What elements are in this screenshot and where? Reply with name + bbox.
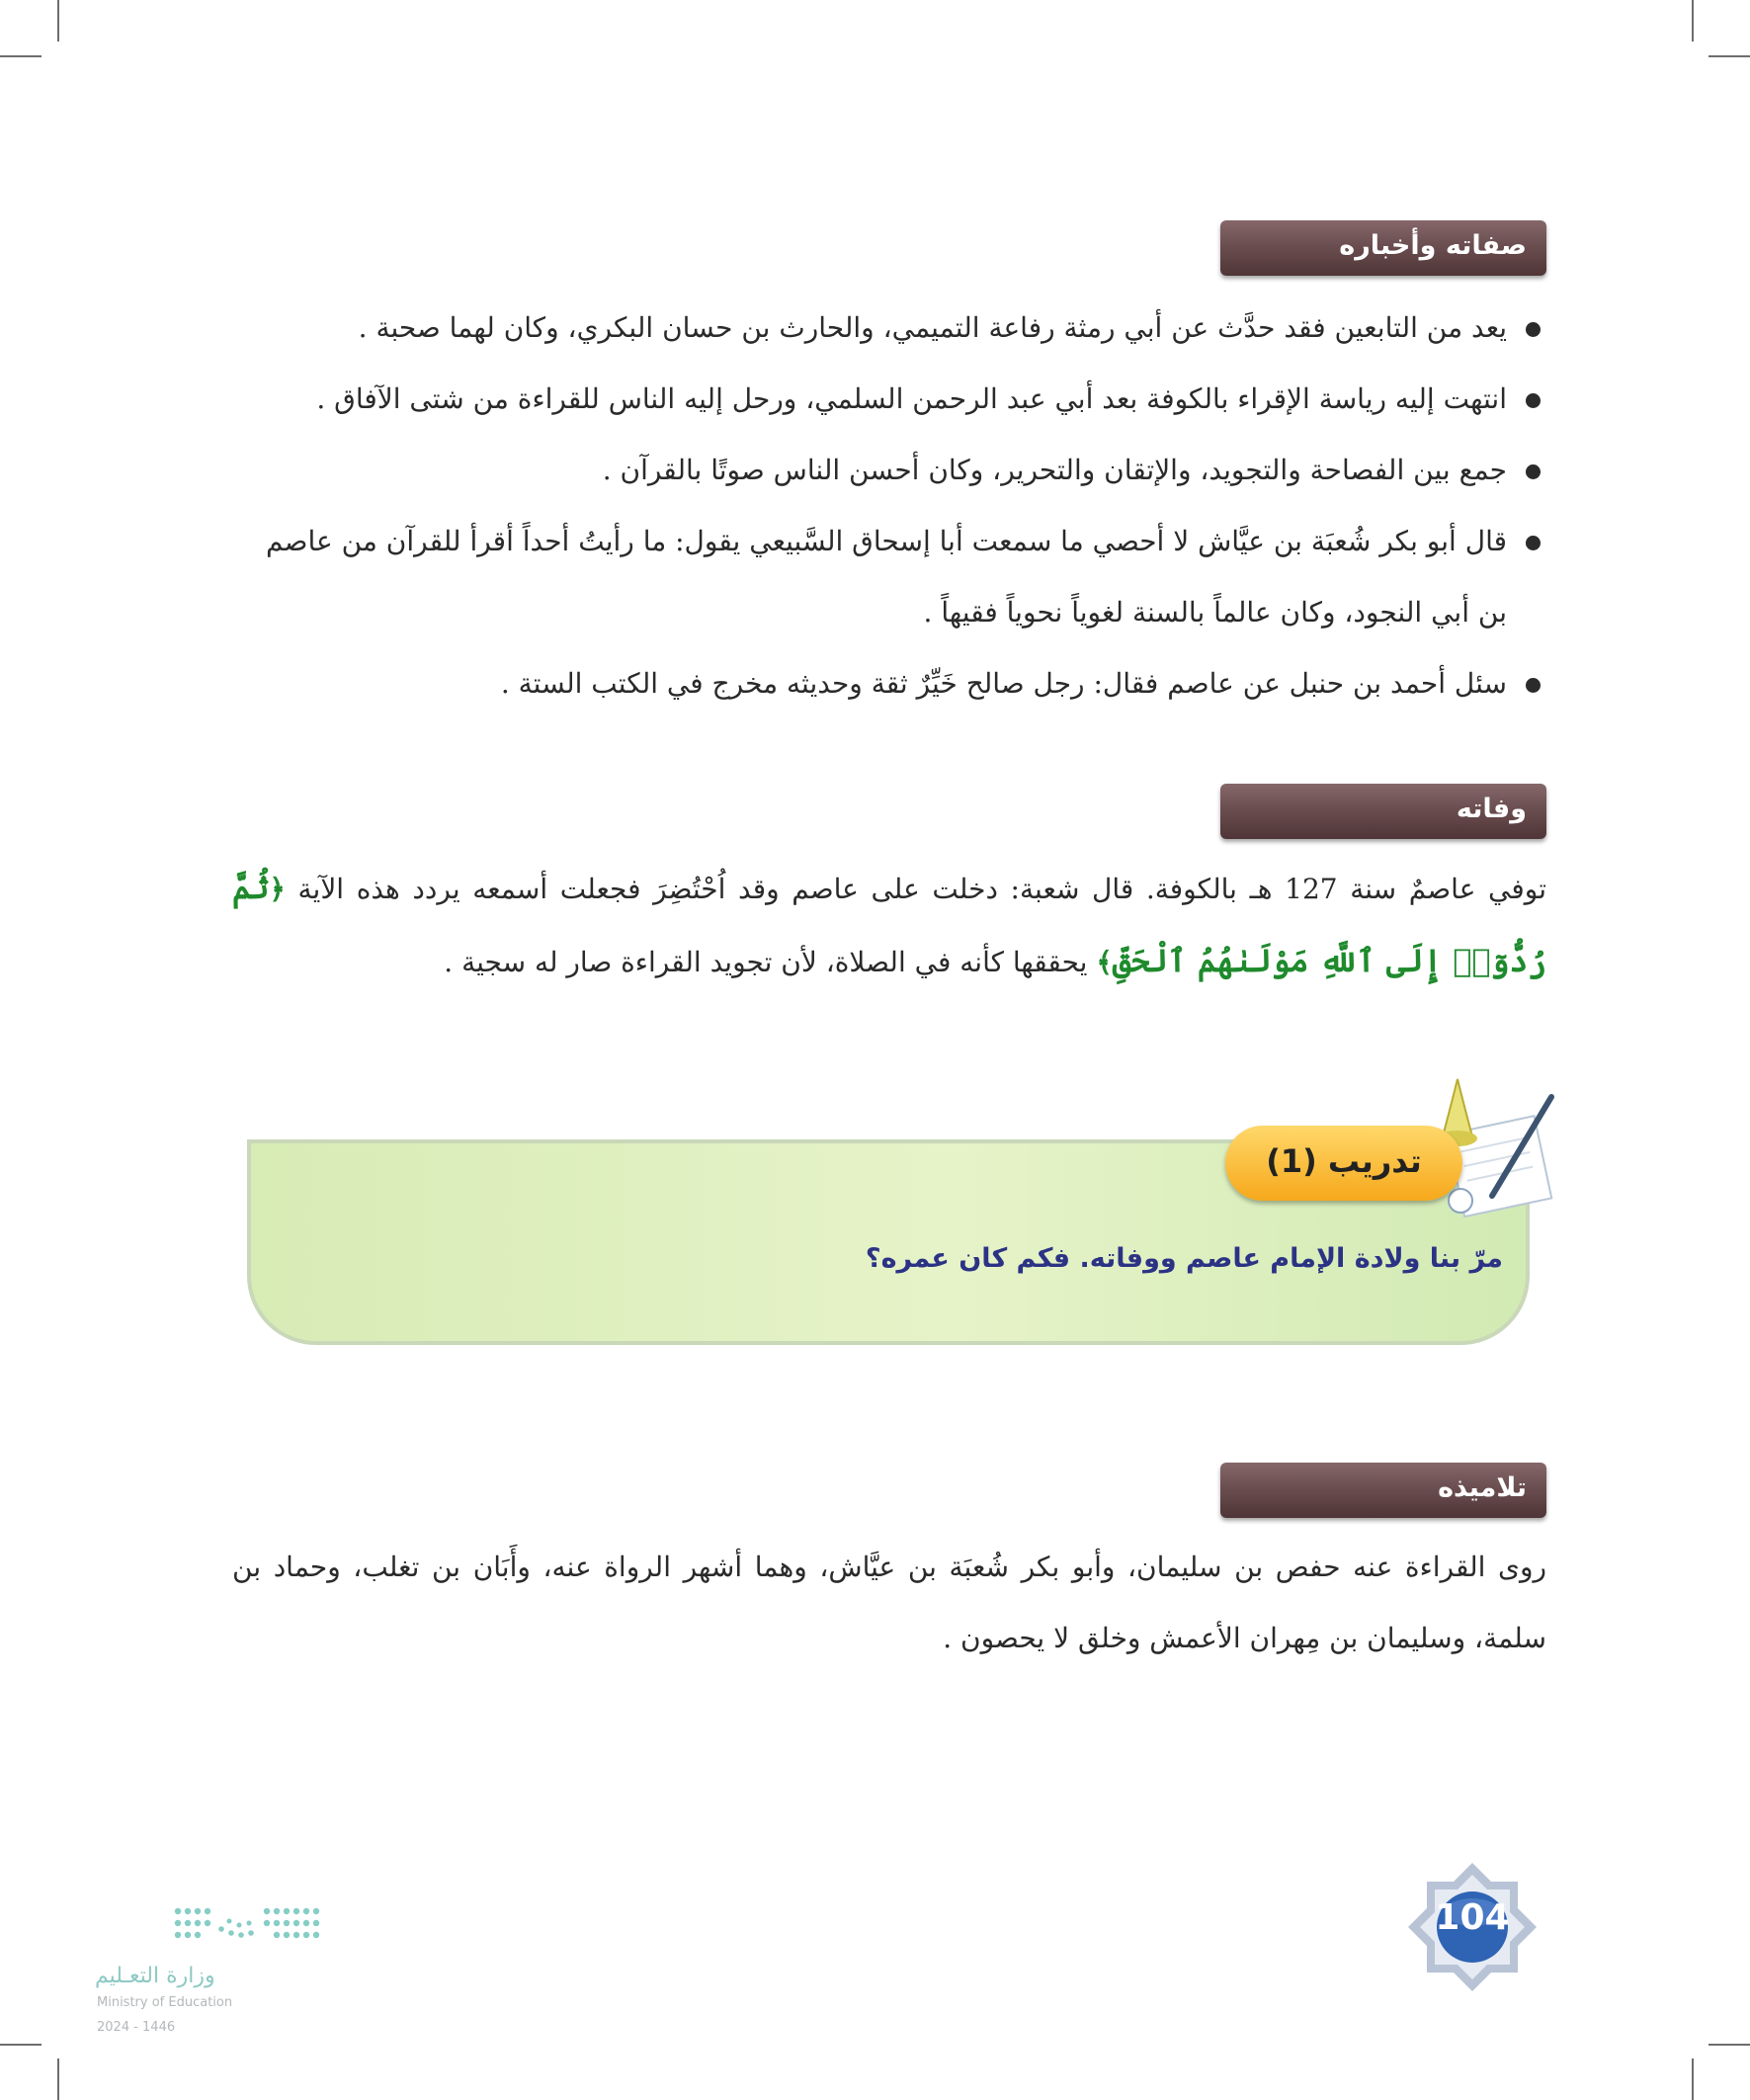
verse-bracket-open: ﴿ — [269, 873, 286, 905]
ministry-name-english: Ministry of Education — [97, 1995, 233, 2010]
section-heading-students: تلاميذه — [1220, 1463, 1546, 1518]
bullet-icon — [1526, 536, 1541, 550]
list-item: جمع بين الفصاحة والتجويد، والإتقان والتحرير، وكان أحسن الناس صوتًا بالقرآن . — [232, 435, 1546, 506]
crop-mark — [1708, 2044, 1750, 2046]
crop-mark — [57, 0, 59, 42]
ministry-name-arabic: وزارة التعـليم — [95, 1964, 215, 1988]
bullet-icon — [1526, 464, 1541, 479]
section-heading-qualities: صفاته وأخباره — [1220, 220, 1546, 276]
crop-mark — [0, 2044, 42, 2046]
verse-bracket-close: ﴾ — [1096, 946, 1113, 978]
death-paragraph: توفي عاصمٌ سنة 127 هـ بالكوفة. قال شعبة: دخلت على عاصم وقد اُحْتُضِرَ فجعلت أسمعه يردد هذه الآية ﴿ثُمَّ رُدُّوٓا۟ إِلَى ٱللَّهِ مَوْلَىٰهُمُ ٱلْحَقِّ﴾ يحققها كأنه في الصلاة، لأن تجويد القراءة صار له سجية . — [232, 869, 1546, 979]
page-number: 104 — [1435, 1897, 1510, 1938]
students-paragraph: روى القراءة عنه حفص بن سليمان، وأبو بكر شُعبَة بن عيَّاش، وهما أشهر الرواة عنه، وأَبَان بن تغلب، وحماد بن سلمة، وسليمان بن مِهران الأعمش وخلق لا يحصون . — [232, 1551, 1546, 1654]
exercise-question: مرّ بنا ولادة الإمام عاصم ووفاته. فكم كان عمره؟ — [865, 1243, 1503, 1274]
bullet-icon — [1526, 393, 1541, 408]
crop-mark — [57, 2058, 59, 2100]
list-item: يعد من التابعين فقد حدَّث عن أبي رمثة رفاعة التميمي، والحارث بن حسان البكري، وكان لهما صحبة . — [232, 293, 1546, 364]
qualities-list — [232, 293, 1546, 719]
list-item: سئل أحمد بن حنبل عن عاصم فقال: رجل صالح خَيِّرٌ ثقة وحديثه مخرج في الكتب الستة . — [232, 648, 1546, 719]
bullet-icon — [1526, 678, 1541, 693]
crop-mark — [1692, 0, 1694, 42]
edition-year: 2024 - 1446 — [97, 2020, 176, 2035]
crop-mark — [0, 55, 42, 57]
crop-mark — [1692, 2058, 1694, 2100]
list-item: قال أبو بكر شُعبَة بن عيَّاش لا أحصي ما سمعت أبا إسحاق السَّبيعي يقول: ما رأيتُ أحداً أقرأ للقرآن من عاصم بن أبي النجود، وكان عالماً بالسنة لغوياً نحوياً فقيهاً . — [232, 506, 1546, 648]
list-item: انتهت إليه رياسة الإقراء بالكوفة بعد أبي عبد الرحمن السلمي، ورحل إليه الناس للقراءة من شتى الآفاق . — [232, 364, 1546, 435]
quran-verse: ثُمَّ رُدُّوٓا۟ إِلَى ٱللَّهِ مَوْلَىٰهُمُ ٱلْحَقِّ — [232, 869, 1546, 979]
section-heading-death: وفاته — [1220, 784, 1546, 839]
bullet-icon — [1526, 322, 1541, 337]
crop-mark — [1708, 55, 1750, 57]
exercise-label: تدريب (1) — [1225, 1126, 1462, 1201]
ministry-logo-icon — [170, 1897, 323, 1947]
